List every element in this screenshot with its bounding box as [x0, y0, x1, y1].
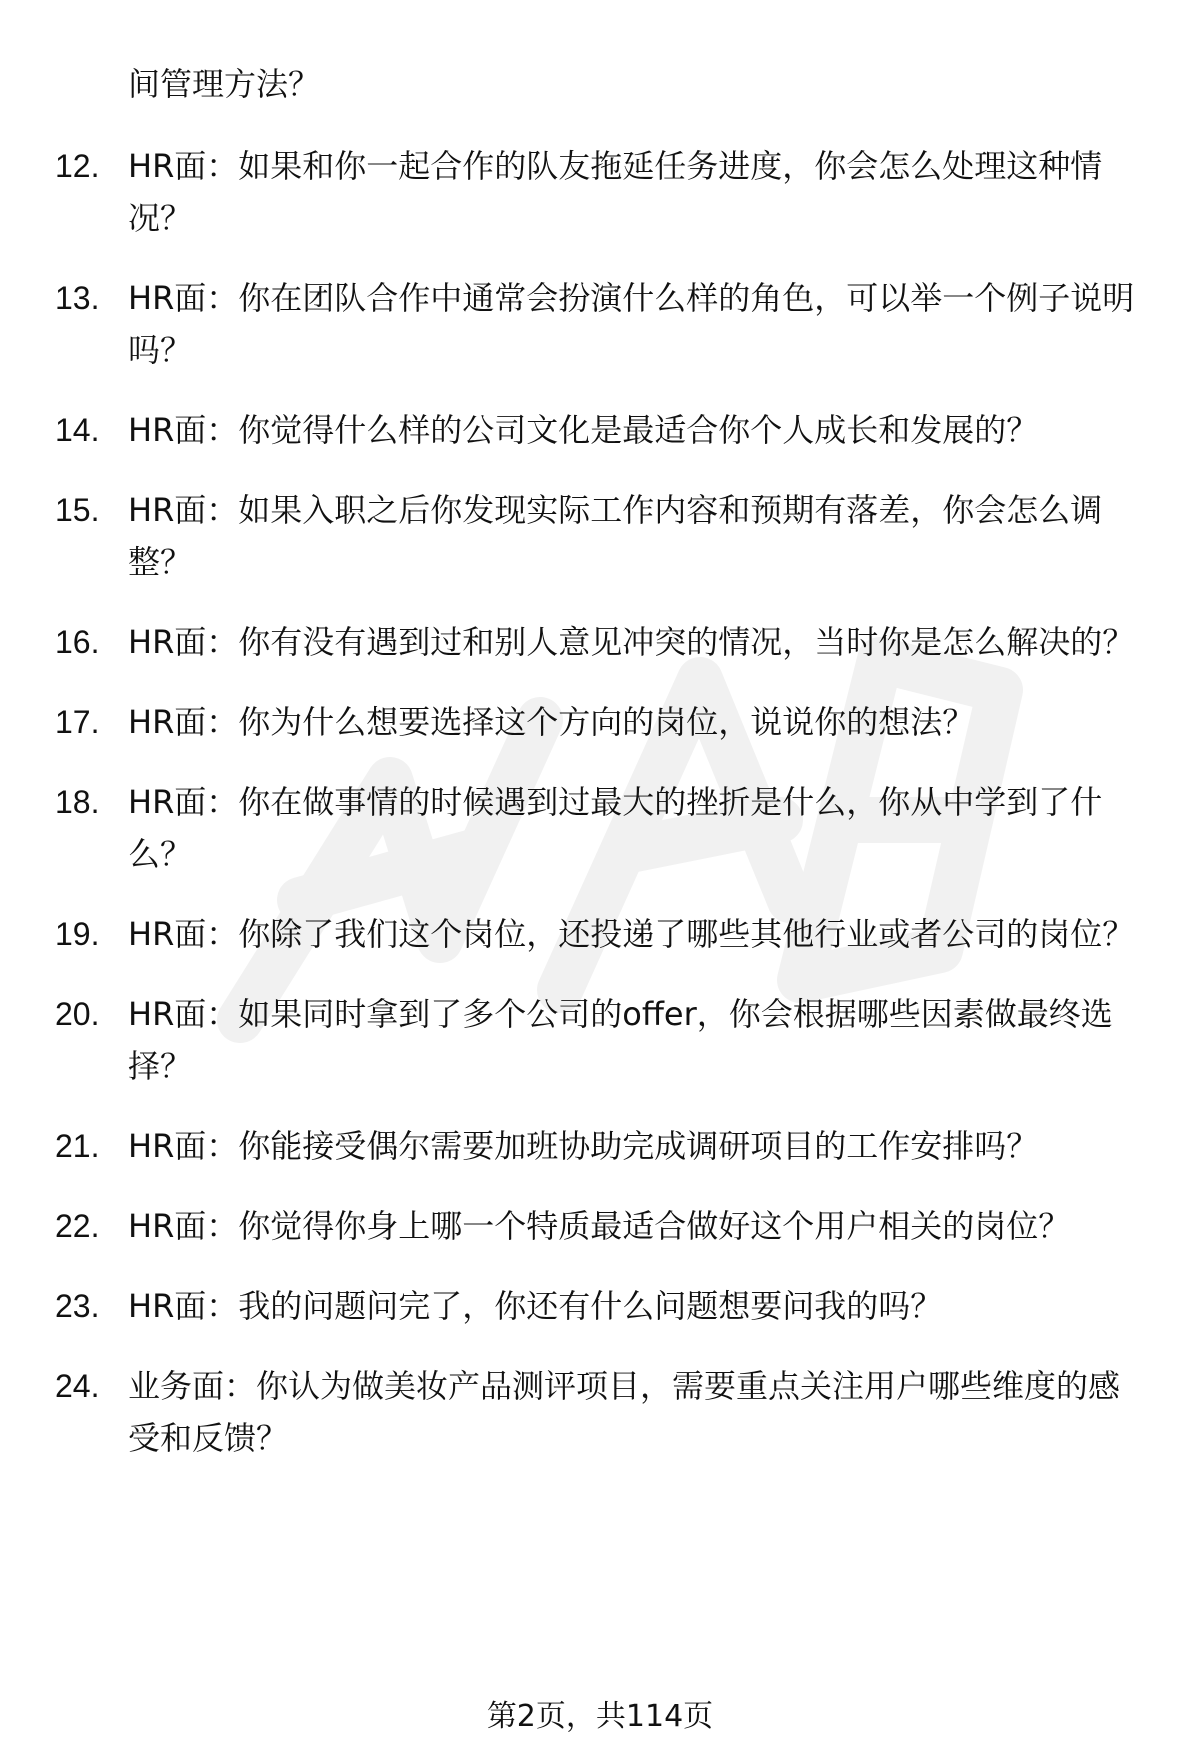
question-number: 21.	[55, 1128, 100, 1164]
list-item	[0, 404, 1200, 456]
list-item	[0, 1280, 1200, 1332]
question-text: HR面：我的问题问完了，你还有什么问题想要问我的吗？	[128, 1287, 943, 1325]
question-text: HR面：如果和你一起合作的队友拖延任务进度，你会怎么处理这种情况？	[128, 147, 1103, 237]
question-text: HR面：你觉得什么样的公司文化是最适合你个人成长和发展的？	[128, 411, 1039, 449]
question-text: HR面：你在做事情的时候遇到过最大的挫折是什么，你从中学到了什么？	[128, 783, 1103, 873]
question-number: 12.	[55, 148, 100, 184]
list-item	[0, 696, 1200, 748]
list-item	[0, 908, 1200, 960]
list-item	[0, 616, 1200, 668]
list-item	[0, 484, 1200, 588]
question-list	[0, 140, 1200, 1492]
question-text: HR面：你为什么想要选择这个方向的岗位，说说你的想法？	[128, 703, 975, 741]
question-text: HR面：你在团队合作中通常会扮演什么样的角色，可以举一个例子说明吗？	[128, 279, 1135, 369]
question-number: 16.	[55, 624, 100, 660]
question-number: 22.	[55, 1208, 100, 1244]
question-number: 15.	[55, 492, 100, 528]
continued-question-text: 间管理方法？	[128, 65, 321, 103]
question-number: 23.	[55, 1288, 100, 1324]
list-item	[0, 1200, 1200, 1252]
question-text: HR面：如果同时拿到了多个公司的offer，你会根据哪些因素做最终选择？	[128, 995, 1113, 1085]
list-item	[0, 1120, 1200, 1172]
question-number: 24.	[55, 1368, 100, 1404]
question-number: 18.	[55, 784, 100, 820]
list-item	[0, 988, 1200, 1092]
question-number: 19.	[55, 916, 100, 952]
question-number: 14.	[55, 412, 100, 448]
list-item	[0, 1360, 1200, 1464]
list-item	[0, 272, 1200, 376]
question-number: 20.	[55, 996, 100, 1032]
question-text: HR面：你觉得你身上哪一个特质最适合做好这个用户相关的岗位？	[128, 1207, 1071, 1245]
page-footer: 第2页，共114页	[486, 1699, 714, 1734]
question-text: HR面：你除了我们这个岗位，还投递了哪些其他行业或者公司的岗位？	[128, 915, 1135, 953]
question-number: 13.	[55, 280, 100, 316]
question-text: 业务面：你认为做美妆产品测评项目，需要重点关注用户哪些维度的感受和反馈？	[128, 1367, 1121, 1457]
question-text: HR面：如果入职之后你发现实际工作内容和预期有落差，你会怎么调整？	[128, 491, 1103, 581]
list-item	[0, 140, 1200, 244]
question-text: HR面：你有没有遇到过和别人意见冲突的情况，当时你是怎么解决的？	[128, 623, 1135, 661]
question-number: 17.	[55, 704, 100, 740]
question-text: HR面：你能接受偶尔需要加班协助完成调研项目的工作安排吗？	[128, 1127, 1039, 1165]
list-item	[0, 776, 1200, 880]
